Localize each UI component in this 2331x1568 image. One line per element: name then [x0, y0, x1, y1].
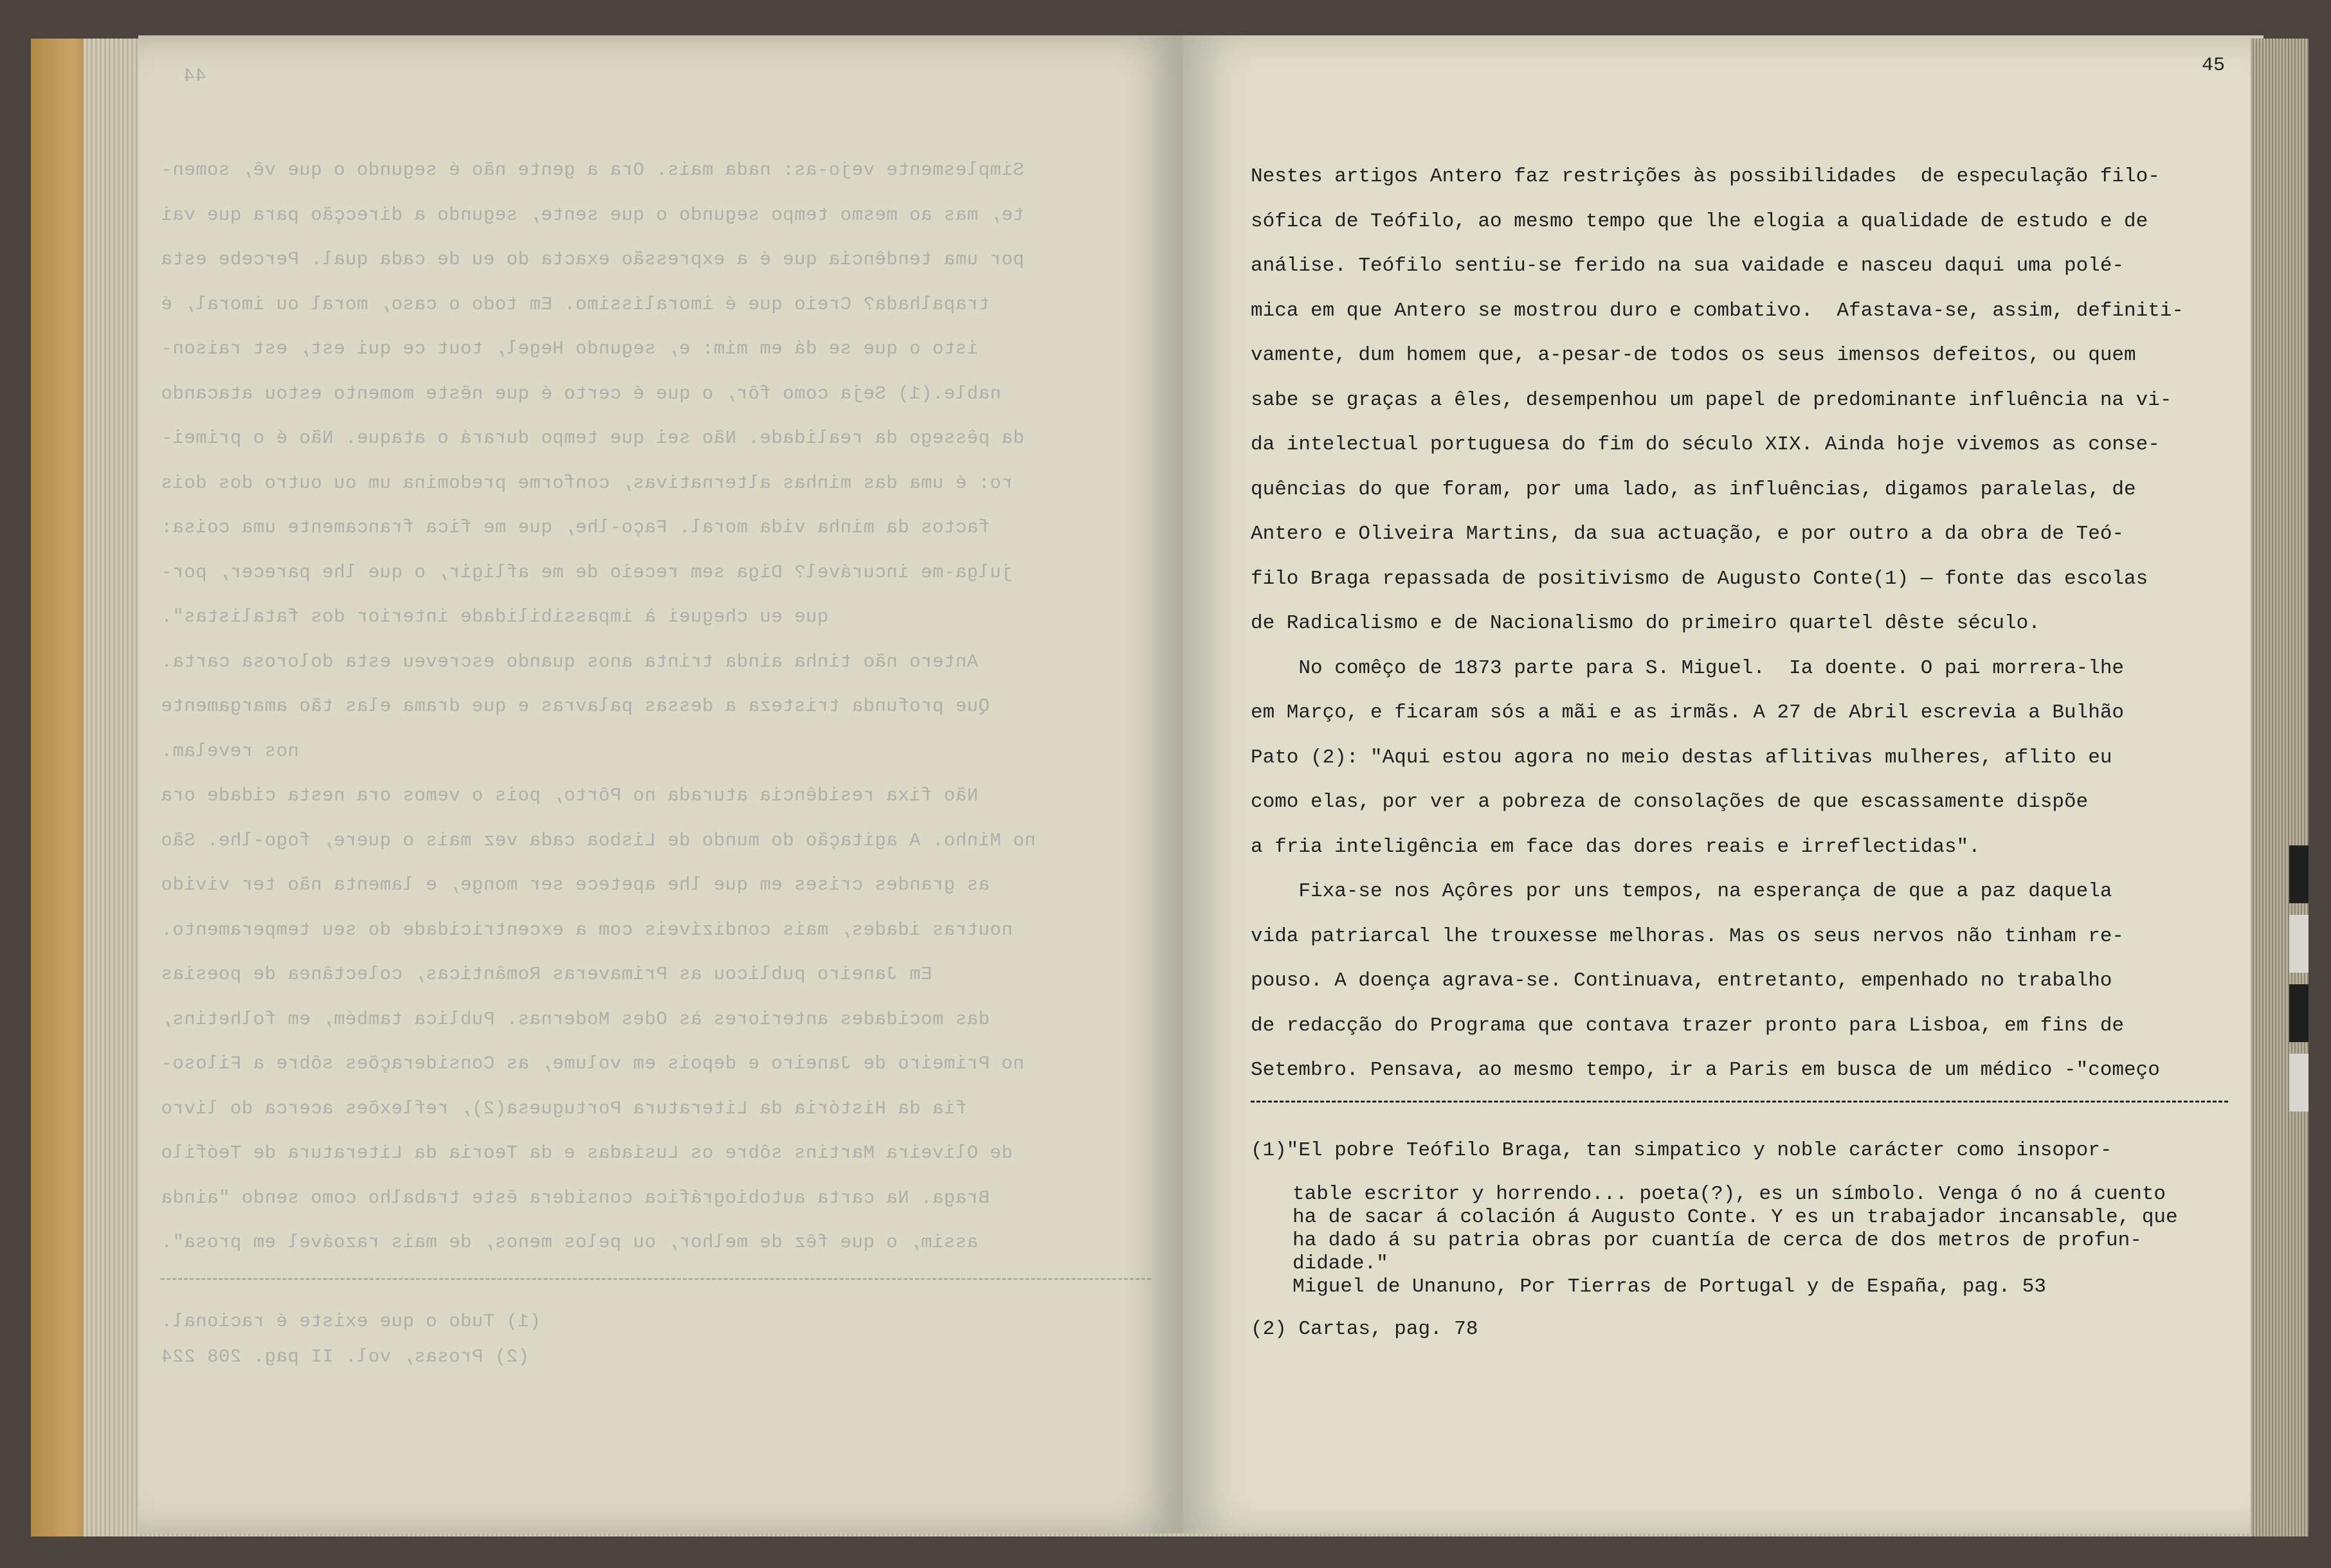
body-line: sabe se graças a êles, desempenhou um papel de predominante influência na vi- — [1251, 388, 2172, 411]
footnote-1-first-line: (1)"El pobre Teófilo Braga, tan simpatico y noble carácter como insopor- — [1251, 1139, 2112, 1162]
bleed-line: Não fixa residência aturada no Pôrto, pois o vemos ora nesta cidade ora — [161, 785, 979, 806]
bleed-line: no Minho. A agitação do mundo de Lisboa cada vez mais o quere, fogo-lhe. São — [161, 829, 1036, 851]
bleed-line: ro: é uma das minhas alternativas, conforme predomina um ou outro dos dois — [161, 472, 1013, 494]
bleed-line: Braga. Na carta autobiográfica considera êste trabalho como sendo "ainda — [161, 1187, 990, 1209]
body-line: No comêço de 1873 parte para S. Miguel. Ia doente. O pai morrera-lhe — [1251, 656, 2125, 680]
bleed-line: Simplesmente vejo-as: nada mais. Ora a gente não é segundo o que vê, somen- — [161, 159, 1024, 181]
body-line: vamente, dum homem que, a-pesar-de todos os seus imensos defeitos, ou quem — [1251, 344, 2136, 366]
body-line: vida patriarcal lhe trouxesse melhoras. Mas os seus nervos não tinham re- — [1251, 924, 2125, 948]
right-page-number: 45 — [2202, 55, 2226, 77]
bleed-line: nable.(1) Seja como fôr, o que é certo é que nêste momento estou atacando — [161, 383, 1001, 404]
color-tab — [2289, 1054, 2308, 1112]
footnote-1-line: ha dado á su patria obras por cuantía de cerca de dos metros de profun- — [1292, 1229, 2142, 1252]
bleed-line: da pêssego da realidade. Não sei que tempo durará o ataque. Não é o primei- — [161, 428, 1024, 449]
color-tab — [2289, 845, 2308, 903]
footnote-1-line: Miguel de Unanuno, Por Tierras de Portugal y de España, pag. 53 — [1292, 1275, 2046, 1298]
bleed-line: trapalhada? Creio que é imoralíssimo. Em todo o caso, moral ou imoral, é — [161, 293, 990, 315]
body-line: da intelectual portuguesa do fim do século XIX. Ainda hoje vivemos as conse- — [1251, 433, 2160, 456]
bleed-line: julga-me incurável? Diga sem receio de me afligir, o que lhe parecer, por- — [161, 561, 1013, 583]
body-line: Setembro. Pensava, ao mesmo tempo, ir a Paris em busca de um médico -"começo — [1251, 1059, 2160, 1081]
color-tab — [2289, 984, 2308, 1042]
bleed-line: das mocidades anteriores às Odes Modernas. Publica também, em folhetins, — [161, 1008, 990, 1030]
body-line: Fixa-se nos Açôres por uns tempos, na esperança de que a paz daquela — [1251, 880, 2112, 903]
bleed-footnote: (1) Tudo o que existe é racional. — [161, 1310, 541, 1332]
footnote-1-line: table escritor y horrendo... poeta(?), es un símbolo. Venga ó no á cuento — [1292, 1183, 2166, 1205]
bleed-line: isto o que se dá em mim: e, segundo Hegel, tout ce qui est, est raison- — [161, 338, 979, 359]
right-page-body-text — [1251, 154, 2241, 1093]
body-line: sófica de Teófilo, ao mesmo tempo que lhe elogia a qualidade de estudo e de — [1251, 210, 2148, 233]
bleed-line: Em Janeiro publicou as Primaveras Românticas, colectânea de poesias — [161, 964, 932, 985]
footnote-1-line: ha de sacar á colación á Augusto Conte. Y es un trabajador incansable, que — [1292, 1206, 2178, 1229]
left-page-bleed-through-text — [161, 148, 1151, 1370]
color-tab — [2289, 915, 2308, 973]
body-line: de redacção do Programa que contava trazer pronto para Lisboa, em fins de — [1251, 1014, 2125, 1037]
body-line: em Março, e ficaram sós a mãi e as irmãs. A 27 de Abril escrevia a Bulhão — [1251, 701, 2125, 724]
bleed-line: por uma tendência que é a expressão exacta do eu de cada qual. Percebe esta — [161, 249, 1024, 270]
body-line: pouso. A doença agrava-se. Continuava, entretanto, empenhado no trabalho — [1251, 969, 2112, 992]
bleed-line: noutras idades, mais condizíveis com a excentricidade do seu temperamento. — [161, 919, 1013, 941]
body-line: Nestes artigos Antero faz restrições às possibilidades de especulação filo- — [1251, 165, 2160, 188]
footnote-2: (2) Cartas, pag. 78 — [1251, 1318, 1478, 1340]
bleed-line: fia da História da Literatura Portuguesa(2), reflexões acerca do livro — [161, 1097, 967, 1119]
bleed-line: de Oliveira Martins sôbre os Lusíadas e da Teoria da Literatura de Teófilo — [161, 1142, 1013, 1164]
right-page-footnotes — [1251, 1131, 2254, 1342]
bleed-line: factos da minha vida moral. Faço-lhe, que me fica francamente uma coisa: — [161, 517, 990, 538]
bleed-line: as grandes crises em que lhe apetece ser monge, e lamenta não ter vivido — [161, 874, 990, 896]
bleed-line: assim, o que fêz de melhor, ou pelos menos, de mais razoável em prosa". — [161, 1232, 979, 1253]
body-line: quências do que foram, por uma lado, as influências, digamos paralelas, de — [1251, 478, 2136, 501]
bleed-line: Antero não tinha ainda trinta anos quando escreveu esta dolorosa carta. — [161, 651, 979, 672]
body-line: como elas, por ver a pobreza de consolações de que escassamente dispõe — [1251, 791, 2089, 813]
left-page-number: 44 — [183, 66, 207, 87]
bleed-line: no Primeiro de Janeiro e depois em volume, as Considerações sôbre a Filoso- — [161, 1053, 1024, 1074]
body-line: Antero e Oliveira Martins, da sua actuação, e por outro a da obra de Teó- — [1251, 523, 2125, 545]
bleed-line: que eu cheguei à impassibilidade interior dos fatalistas". — [161, 606, 829, 627]
bleed-line: nos revelam. — [161, 740, 299, 762]
bleed-line: Que profunda tristeza a dessas palavras e que drama elas tão amargamente — [161, 696, 990, 717]
footnote-1-continuation — [1251, 1183, 2254, 1299]
bleed-footnote: (2) Prosas, vol. II pag. 208 224 — [161, 1346, 529, 1367]
color-reference-tabs — [2289, 845, 2308, 1123]
body-line: análise. Teófilo sentiu-se ferido na sua vaidade e nasceu daqui uma polé- — [1251, 255, 2125, 277]
body-line: a fria inteligência em face das dores reais e irreflectidas". — [1251, 835, 1981, 858]
footnote-separator — [1251, 1101, 2228, 1103]
body-line: Pato (2): "Aqui estou agora no meio destas aflitivas mulheres, aflito eu — [1251, 746, 2112, 769]
bleed-footnote-separator — [161, 1278, 1151, 1280]
right-page-stack — [2251, 39, 2308, 1536]
body-line: filo Braga repassada de positivismo de Augusto Conte(1) — fonte das escolas — [1251, 567, 2148, 590]
bleed-line: te, mas ao mesmo tempo segundo o que sente, segundo a direcção para que vai — [161, 204, 1024, 226]
body-line: mica em que Antero se mostrou duro e combativo. Afastava-se, assim, definiti- — [1251, 299, 2184, 322]
footnote-1-line: didade." — [1292, 1252, 1388, 1275]
body-line: de Radicalismo e de Nacionalismo do primeiro quartel dêste século. — [1251, 612, 2040, 635]
